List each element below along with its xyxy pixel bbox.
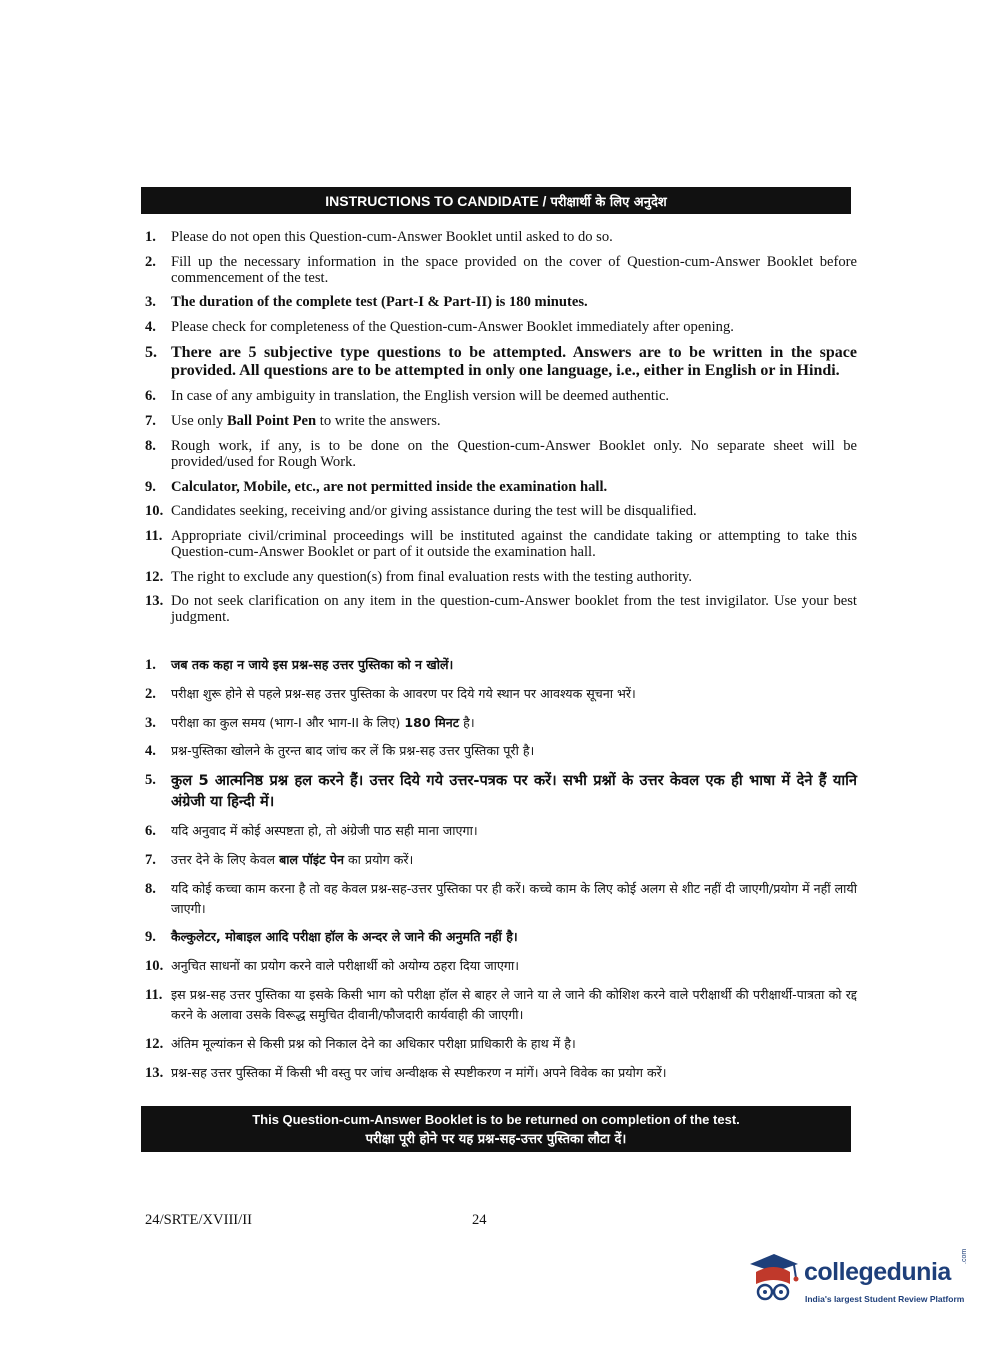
instruction-en-8: 8. Rough work, if any, is to be done on the Question-cum-Answer Booklet only. No separate sheet will be provided/used for Rough Work. [145,437,857,470]
collegedunia-logo [744,1250,974,1312]
instruction-en-6: 6. In case of any ambiguity in translation, the English version will be deemed authentic. [145,388,670,405]
instruction-en-10: 10. Candidates seeking, receiving and/or giving assistance during the test will be disqualified. [145,503,697,520]
notice-en: This Question-cum-Answer Booklet is to be returned on completion of the test. [252,1111,740,1127]
instruction-en-5: 5. There are 5 subjective type questions to be attempted. Answers are to be written in the space provided. All questions are to be attempted in only one language, i.e., either in English or in Hindi. [145,343,857,379]
instruction-hi-11: 11. इस प्रश्न-सह उत्तर पुस्तिका या इसके किसी भाग को परीक्षा हॉल से बाहर ले जाने या ले जाने की कोशिश करने वाले परीक्षार्थी की परीक्षार्थी-पात्रता को रद्द करने के अलावा उसके विरूद्ध समुचित दीवानी/फौजदारी कार्यवाही की जाएगी। [145,986,857,1022]
page-number: 24 [472,1212,487,1228]
instruction-hi-13: 13. प्रश्न-सह उत्तर पुस्तिका में किसी भी वस्तु पर जांच अन्वीक्षक से स्पष्टीकरण न मांगें। अपने विवेक का प्रयोग करें। [145,1064,667,1081]
instruction-hi-4: 4. प्रश्न-पुस्तिका खोलने के तुरन्त बाद जांच कर लें कि प्रश्न-सह उत्तर पुस्तिका पूरी है। [145,743,535,760]
instruction-en-9: 9. Calculator, Mobile, etc., are not permitted inside the examination hall. [145,478,608,495]
instruction-hi-1: 1. जब तक कहा न जाये इस प्रश्न-सह उत्तर पुस्तिका को न खोलें। [145,657,454,673]
instruction-en-11: 11. Appropriate civil/criminal proceedings will be instituted against the candidate taking or attempting to take this Question-cum-Answer Booklet or part of it outside the examination hall. [145,527,857,560]
instruction-en-4: 4. Please check for completeness of the Question-cum-Answer Booklet immediately after opening. [145,319,734,336]
header-title-hi: परीक्षार्थी के लिए अनुदेश [550,194,667,210]
instruction-hi-6: 6. यदि अनुवाद में कोई अस्पष्टता हो, तो अंग्रेजी पाठ सही माना जाएगा। [145,822,478,839]
instruction-en-2: 2. Fill up the necessary information in the space provided on the cover of Question-cum-Answer Booklet before commencement of the test. [145,253,857,286]
instructions-en-list [141,229,857,634]
header-title-en: INSTRUCTIONS TO CANDIDATE / [325,192,547,209]
notice-hi: परीक्षा पूरी होने पर यह प्रश्न-सह-उत्तर पुस्तिका लौटा दें। [365,1131,627,1147]
instruction-en-7: 7. Use only Ball Point Pen to write the answers. [145,413,441,430]
instruction-hi-9: 9. कैल्कुलेटर, मोबाइल आदि परीक्षा हॉल के अन्दर ले जाने की अनुमति नहीं है। [145,929,518,946]
instructions-hi-list [141,655,857,1091]
logo-tagline: India's largest Student Review Platform [805,1294,965,1304]
instruction-en-12: 12. The right to exclude any question(s) from final evaluation rests with the testing authority. [145,568,693,585]
instruction-hi-10: 10. अनुचित साधनों का प्रयोग करने वाले परीक्षार्थी को अयोग्य ठहरा दिया जाएगा। [145,958,519,975]
logo-wordmark: collegedunia [804,1258,951,1286]
logo-suffix: .com [961,1248,968,1264]
instruction-hi-2: 2. परीक्षा शुरू होने से पहले प्रश्न-सह उत्तर पुस्तिका के आवरण पर दिये गये स्थान पर आवश्यक सूचना भरें। [145,685,636,702]
collegedunia-mascot-icon [744,1250,802,1310]
instruction-hi-3: 3. परीक्षा का कुल समय (भाग-I और भाग-II के लिए) 180 मिनट है। [145,714,475,731]
instruction-hi-5: 5. कुल 5 आत्मनिष्ठ प्रश्न हल करने हैं। उत्तर दिये गये उत्तर-पत्रक पर करें। सभी प्रश्नों के उत्तर केवल एक ही भाषा में देने हैं यानि अंग्रेजी या हिन्दी में। [145,772,857,811]
instruction-en-3: 3. The duration of the complete test (Part-I & Part-II) is 180 minutes. [145,294,588,311]
instruction-hi-8: 8. यदि कोई कच्चा काम करना है तो वह केवल प्रश्न-सह-उत्तर पुस्तिका पर ही करें। कच्चे काम के लिए कोई अलग से शीट नहीं दी जाएगी/प्रयोग में नहीं लायी जाएगी। [145,880,857,916]
instruction-en-1: 1. Please do not open this Question-cum-Answer Booklet until asked to do so. [145,229,613,245]
return-booklet-notice [141,1106,851,1152]
instructions-header [141,187,851,214]
page-code: 24/SRTE/XVIII/II [145,1212,252,1228]
instruction-hi-7: 7. उत्तर देने के लिए केवल बाल पॉइंट पेन का प्रयोग करें। [145,851,414,868]
instruction-hi-12: 12. अंतिम मूल्यांकन से किसी प्रश्न को निकाल देने का अधिकार परीक्षा प्राधिकारी के हाथ में है। [145,1035,576,1052]
instruction-en-13: 13. Do not seek clarification on any item in the question-cum-Answer booklet from the test invigilator. Use your best judgment. [145,593,857,626]
